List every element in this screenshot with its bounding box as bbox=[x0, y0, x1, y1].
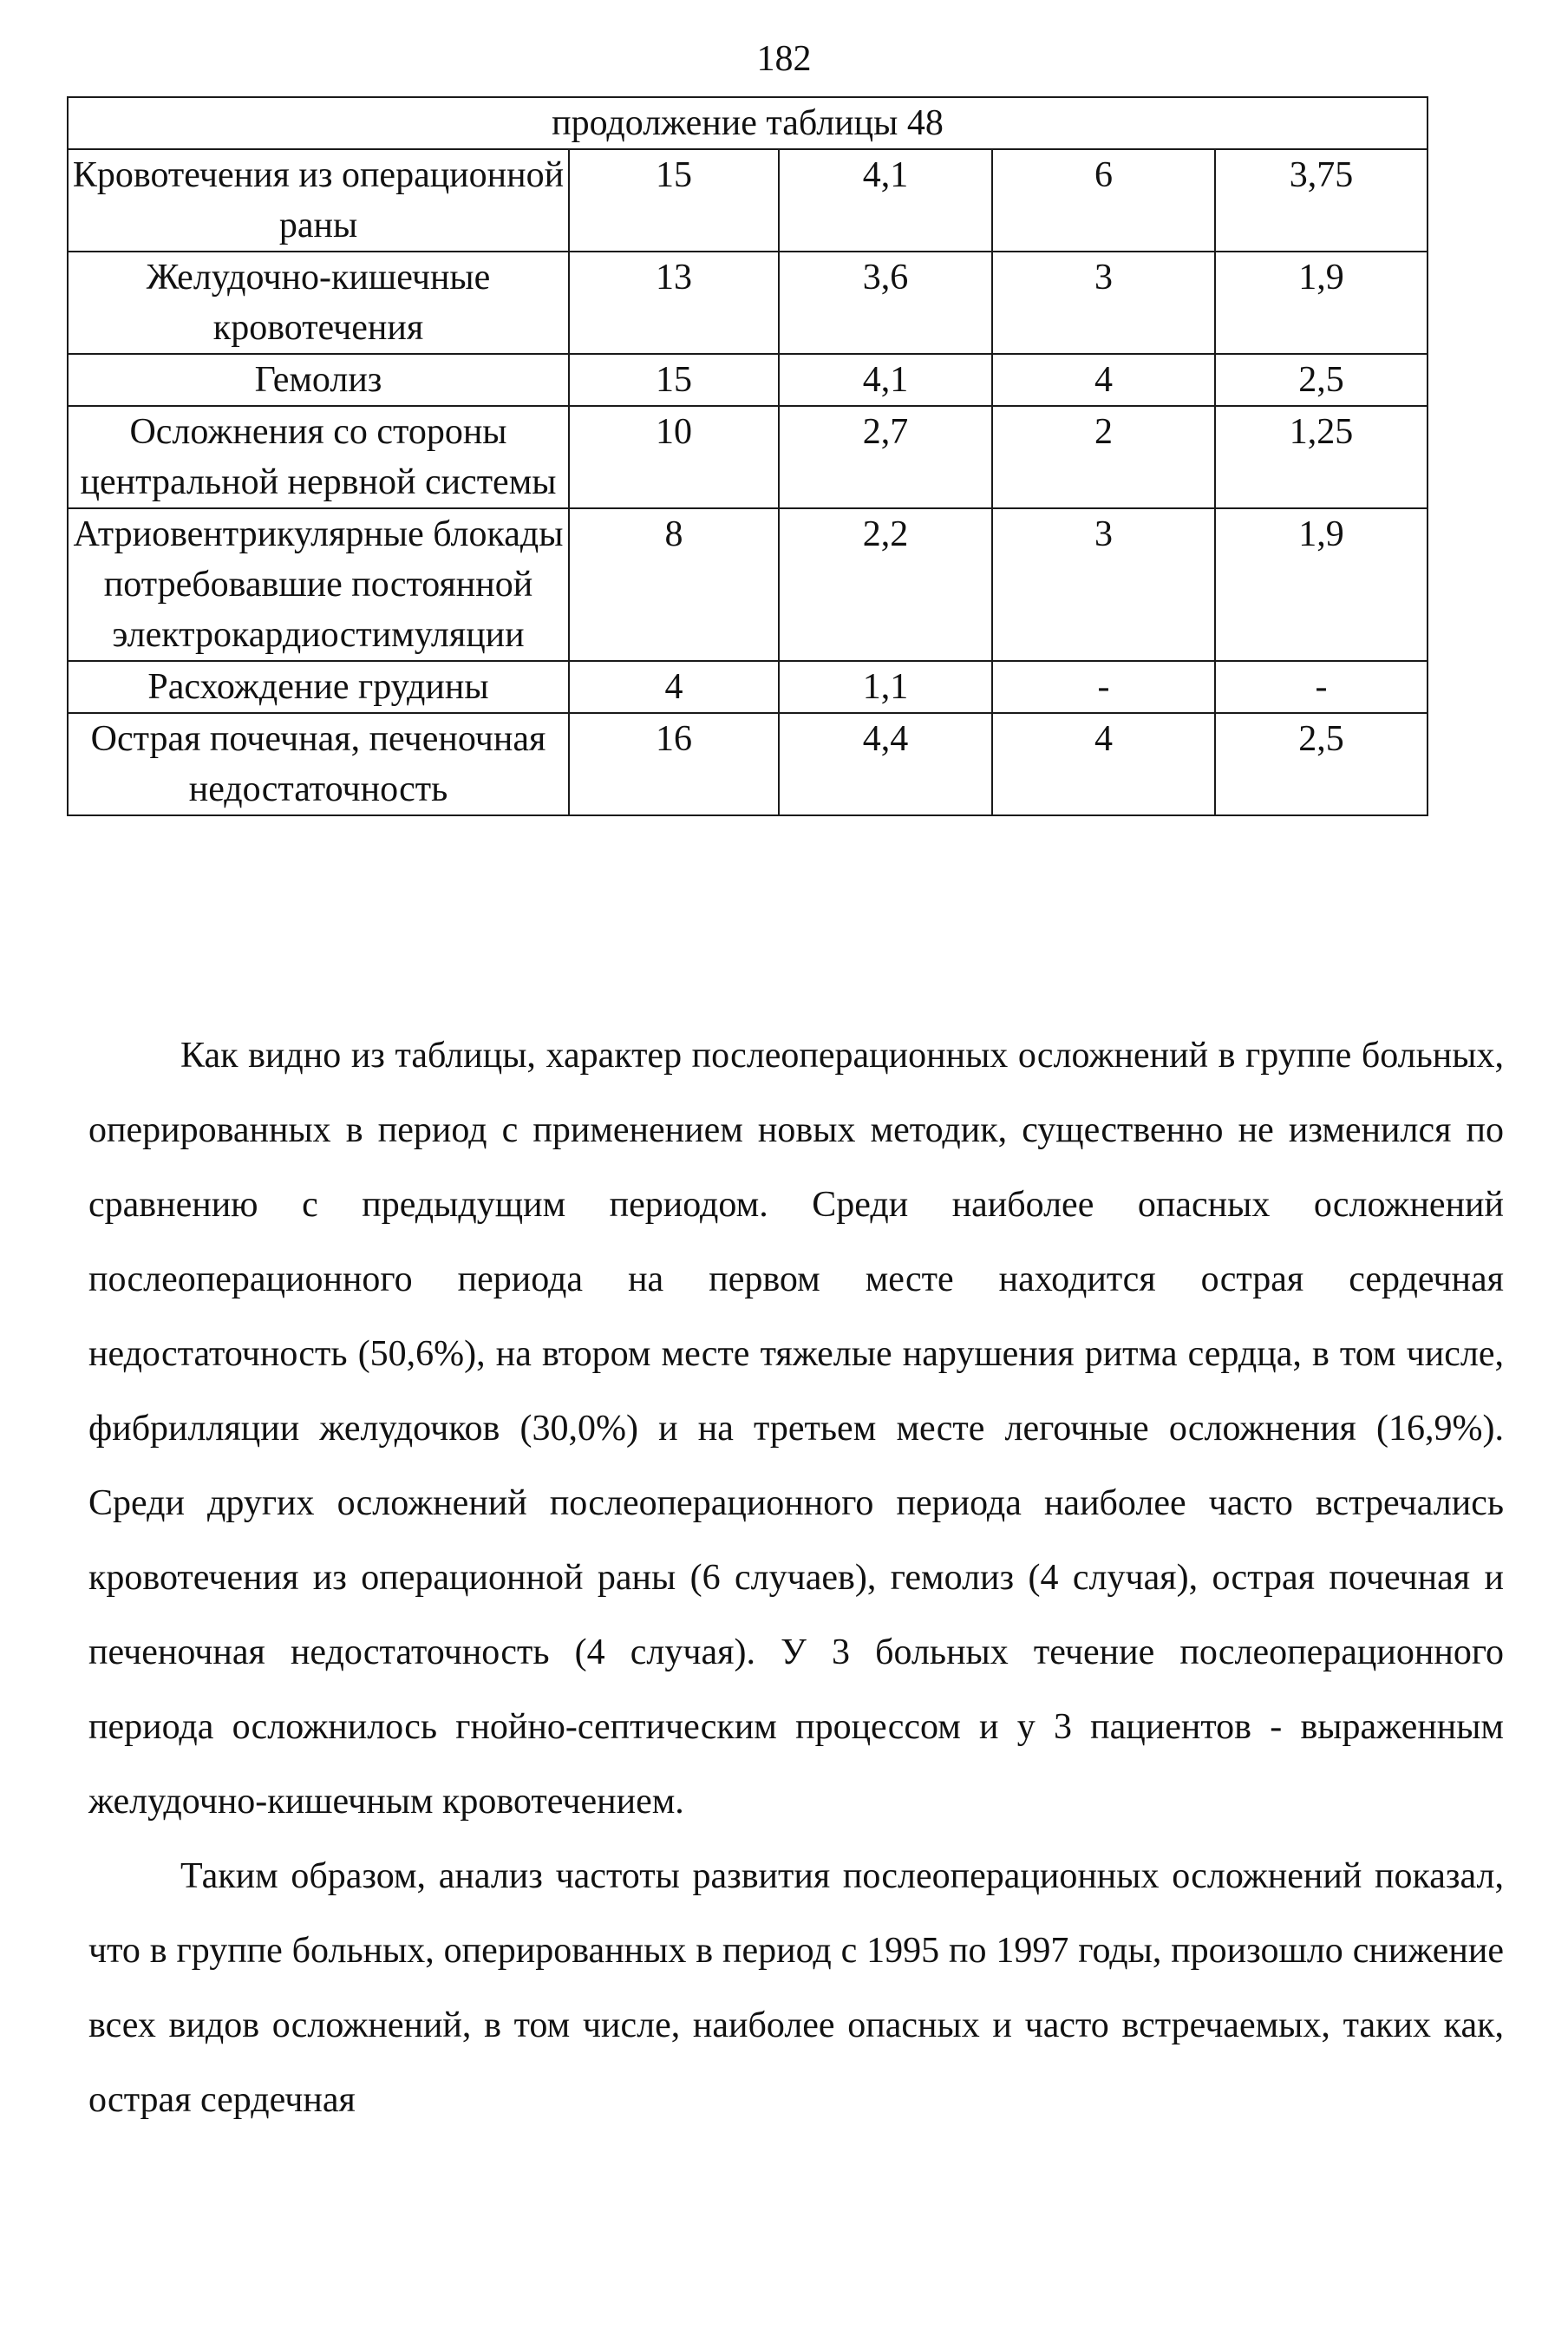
complication-name: Осложнения со стороны центральной нервной системы bbox=[68, 406, 569, 508]
cell-value: 2,5 bbox=[1215, 713, 1428, 815]
paragraph: Как видно из таблицы, характер послеоперационных осложнений в группе больных, оперированных в период с применением новых методик, существенно не изменился по сравнению с предыдущим периодом. Среди наиболее опасных осложнений послеоперационного периода на первом месте находится острая сердечная недостаточность (50,6%), на втором месте тяжелые нарушения ритма сердца, в том числе, фибрилляции желудочков (30,0%) и на третьем месте легочные осложнения (16,9%). Среди других осложнений послеоперационного периода наиболее часто встречались кровотечения из операционной раны (6 случаев), гемолиз (4 случая), острая почечная и печеночная недостаточность (4 случая). У 3 больных течение послеоперационного периода осложнилось гнойно-септическим процессом и у 3 пациентов - выраженным желудочно-кишечным кровотечением. bbox=[88, 1036, 1504, 1822]
cell-value: - bbox=[992, 661, 1215, 713]
cell-value: 2,2 bbox=[779, 508, 992, 661]
cell-value: 1,1 bbox=[779, 661, 992, 713]
cell-value: 3,6 bbox=[779, 252, 992, 354]
cell-value: 10 bbox=[569, 406, 779, 508]
cell-value: 1,9 bbox=[1215, 252, 1428, 354]
cell-value: 1,9 bbox=[1215, 508, 1428, 661]
cell-value: 15 bbox=[569, 354, 779, 406]
cell-value: 13 bbox=[569, 252, 779, 354]
page-number: 182 bbox=[756, 39, 812, 79]
cell-value: 8 bbox=[569, 508, 779, 661]
cell-value: 16 bbox=[569, 713, 779, 815]
cell-value: 4,1 bbox=[779, 354, 992, 406]
cell-value: 4 bbox=[992, 354, 1215, 406]
table-caption: продолжение таблицы 48 bbox=[68, 97, 1428, 149]
cell-value: - bbox=[1215, 661, 1428, 713]
cell-value: 2,7 bbox=[779, 406, 992, 508]
body-text bbox=[88, 1018, 1504, 2137]
cell-value: 2 bbox=[992, 406, 1215, 508]
table-row bbox=[68, 508, 1428, 661]
complication-name: Гемолиз bbox=[68, 354, 569, 406]
cell-value: 15 bbox=[569, 149, 779, 252]
cell-value: 2,5 bbox=[1215, 354, 1428, 406]
cell-value: 3,75 bbox=[1215, 149, 1428, 252]
table-row bbox=[68, 149, 1428, 252]
cell-value: 3 bbox=[992, 252, 1215, 354]
paragraph: Таким образом, анализ частоты развития послеоперационных осложнений показал, что в группе больных, оперированных в период с 1995 по 1997 годы, произошло снижение всех видов осложнений, в том числе, наиболее опасных и часто встречаемых, таких как, острая сердечная bbox=[88, 1856, 1504, 2120]
complications-table bbox=[67, 96, 1428, 816]
complication-name: Острая почечная, печеночная недостаточность bbox=[68, 713, 569, 815]
cell-value: 4 bbox=[569, 661, 779, 713]
table-caption-row bbox=[68, 97, 1428, 149]
complication-name: Расхождение грудины bbox=[68, 661, 569, 713]
complication-name: Желудочно-кишечные кровотечения bbox=[68, 252, 569, 354]
table-row bbox=[68, 354, 1428, 406]
table-row bbox=[68, 406, 1428, 508]
table-row bbox=[68, 661, 1428, 713]
cell-value: 3 bbox=[992, 508, 1215, 661]
complication-name: Атриовентрикулярные блокады потребовавшие постоянной электрокардиостимуляции bbox=[68, 508, 569, 661]
cell-value: 1,25 bbox=[1215, 406, 1428, 508]
cell-value: 6 bbox=[992, 149, 1215, 252]
cell-value: 4 bbox=[992, 713, 1215, 815]
cell-value: 4,1 bbox=[779, 149, 992, 252]
table-row bbox=[68, 713, 1428, 815]
complication-name: Кровотечения из операционной раны bbox=[68, 149, 569, 252]
cell-value: 4,4 bbox=[779, 713, 992, 815]
table-row bbox=[68, 252, 1428, 354]
